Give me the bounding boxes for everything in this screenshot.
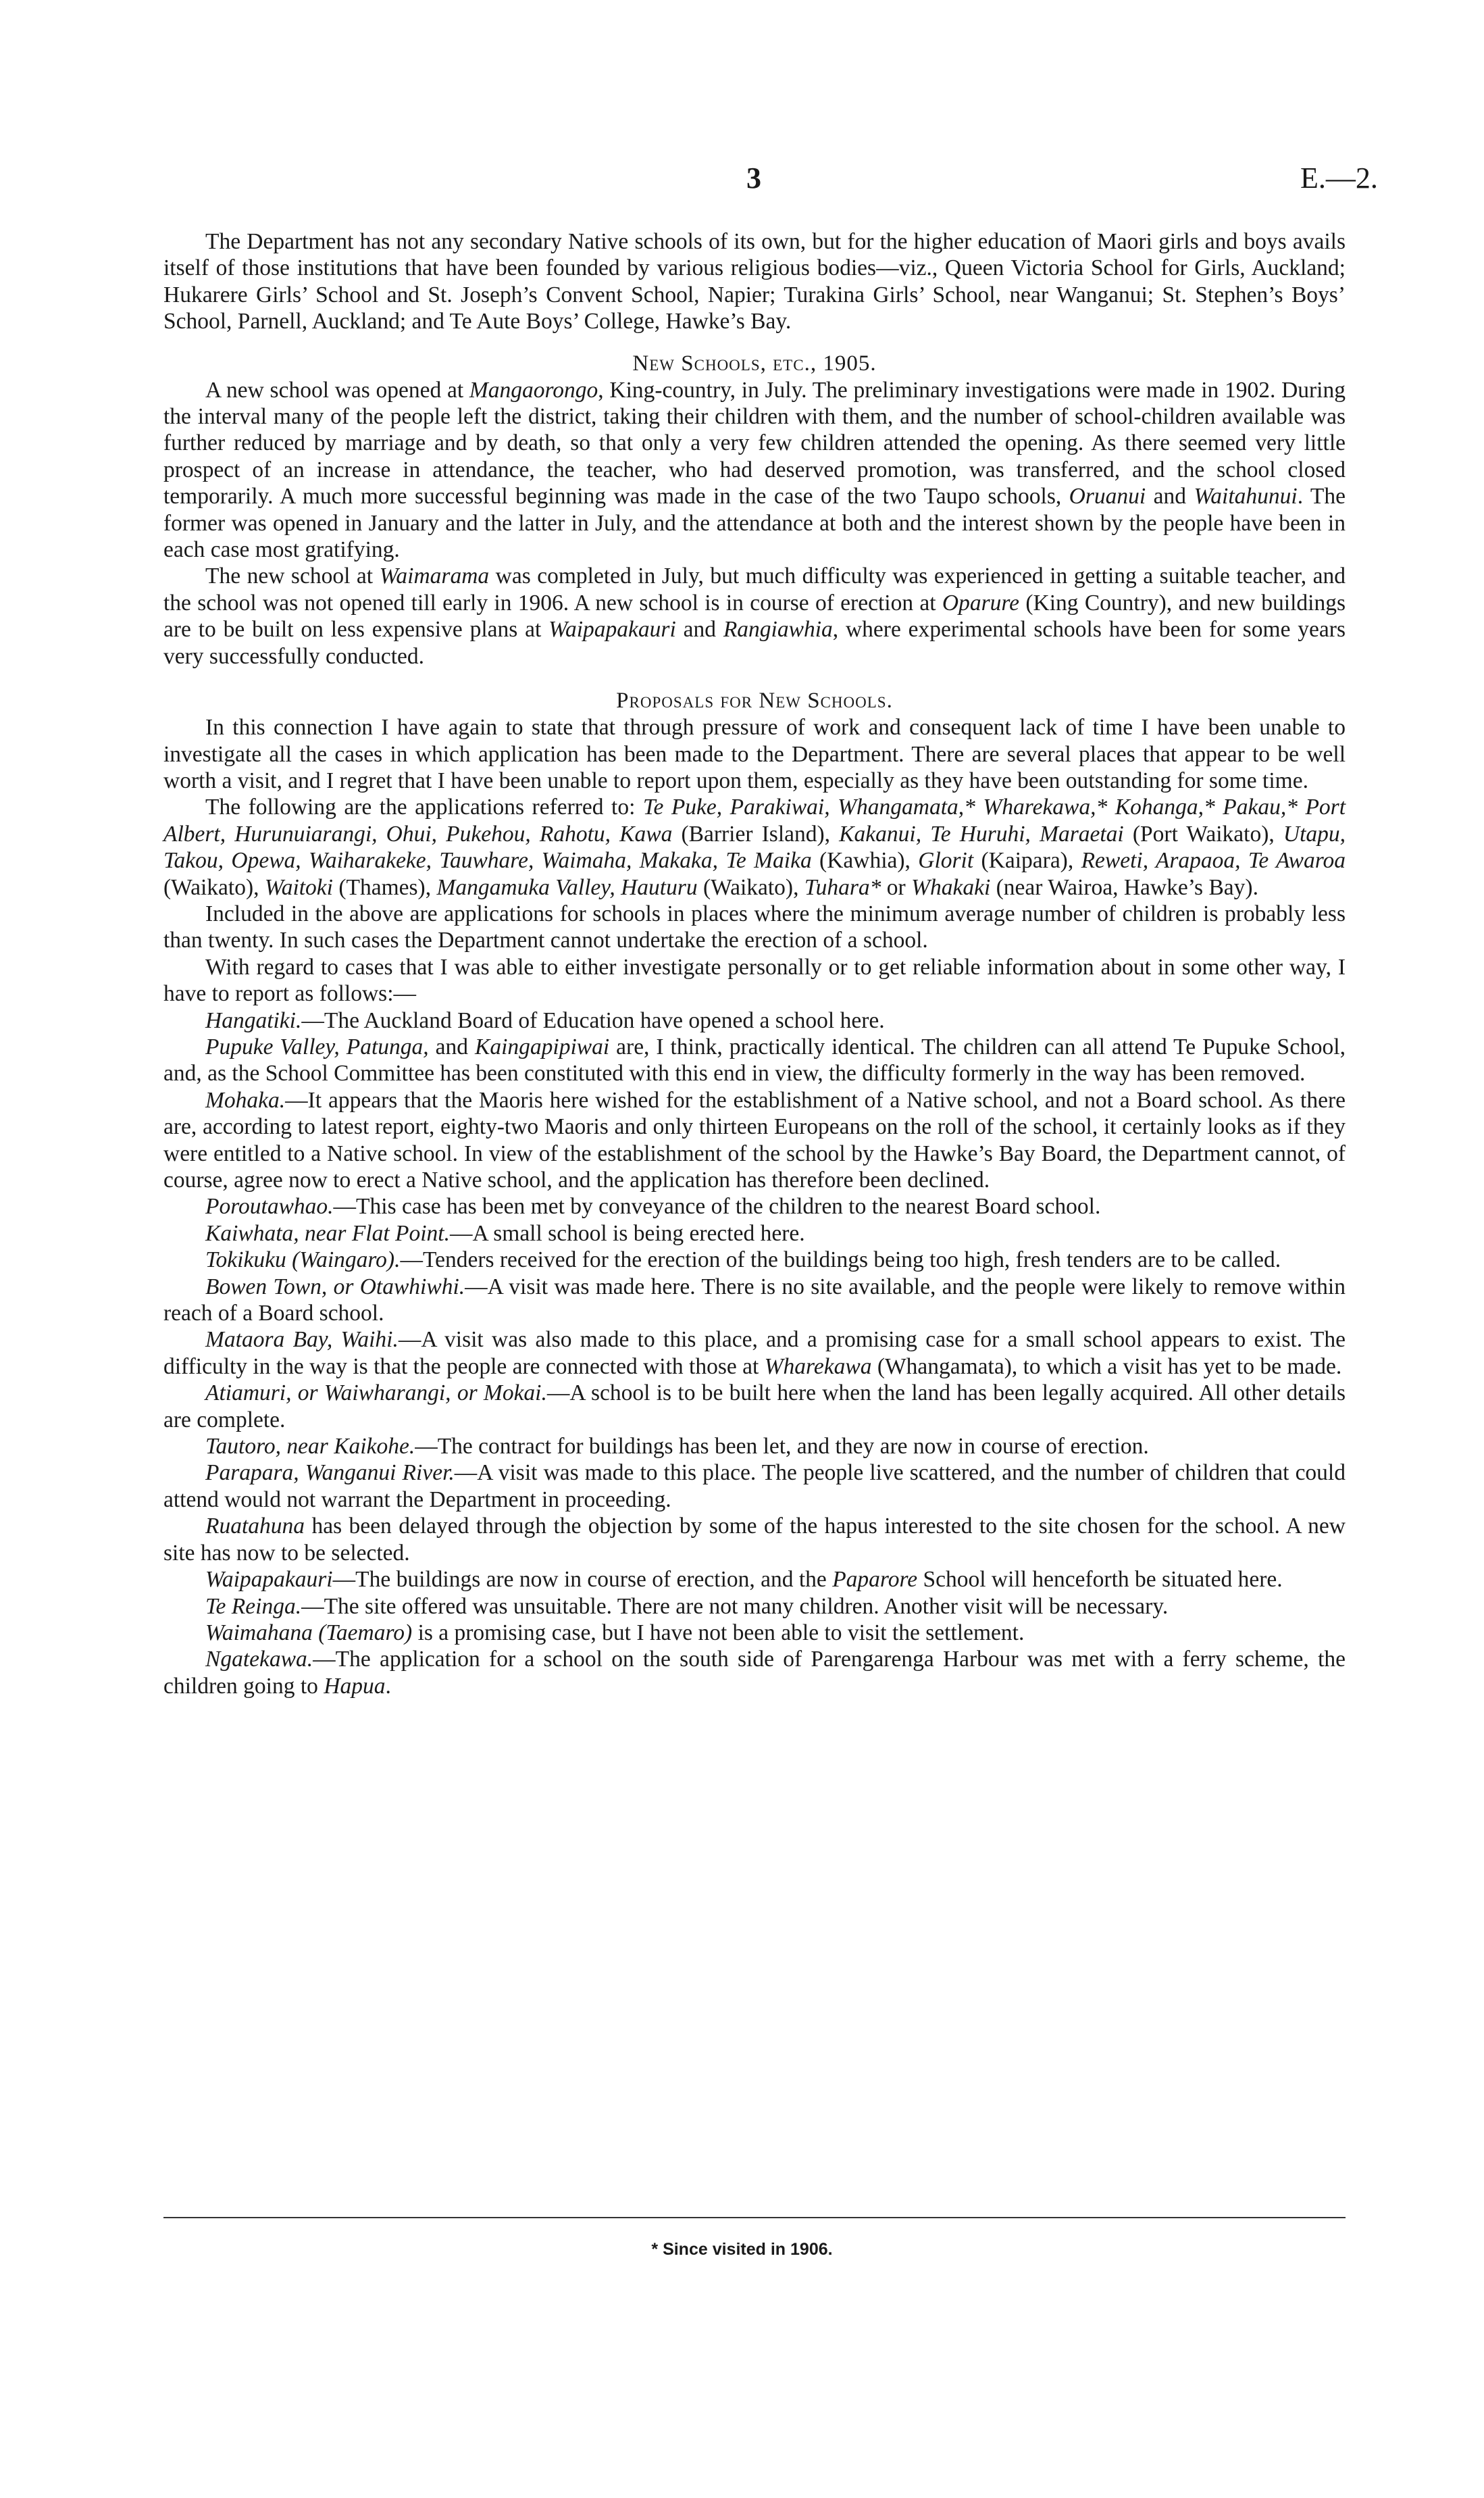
new-schools-paragraph-1: A new school was opened at Mangaorongo, King-country, in July. The preliminary investigations were made in 1902. During the interval many of the people left the district, taking their children with them, and the number of school-children available was further reduced by marriage and by death, so that only a very few children attended the opening. As there seemed very little prospect of an increase in attendance, the teacher, who had deserved promotion, was transferred, and the school closed temporarily. A much more successful beginning was made in the case of the two Taupo schools, Oruanui and Waitahunui. The former was opened in January and the latter in July, and the attendance at both and the interest shown by the people have been in each case most gratifying. xyxy=(163,377,1346,563)
case-mohaka: Mohaka.—It appears that the Maoris here wished for the establishment of a Native school, and not a Board school. As there are, according to latest report, eighty-two Maoris and only thirteen Europeans on the roll of the school, it certainly looks as if they were entitled to a Native school. In view of the establishment of the school by the Hawke’s Bay Board, the Department cannot, of course, agree now to erect a Native school, and the application has therefore been declined. xyxy=(163,1087,1346,1193)
case-waimahana: Waimahana (Taemaro) is a promising case, but I have not been able to visit the settlement. xyxy=(205,1620,1025,1645)
case-te-reinga: Te Reinga.—The site offered was unsuitable. There are not many children. Another visit will be necessary. xyxy=(205,1593,1169,1619)
proposals-paragraph-1: In this connection I have again to state that through pressure of work and consequent lack of time I have been unable to investigate all the cases in which application has been made to the Department. There are several places that appear to be well worth a visit, and I regret that I have been unable to report upon them, especially as they have been outstanding for some time. xyxy=(163,715,1346,793)
case-atiamuri: Atiamuri, or Waiwharangi, or Mokai.—A school is to be built here when the land has been legally acquired. All other details are complete. xyxy=(163,1380,1346,1432)
document-reference: E.—2. xyxy=(1300,161,1378,195)
case-ngatekawa: Ngatekawa.—The application for a school on the south side of Parengarenga Harbour was met with a ferry scheme, the children going to Hapua. xyxy=(163,1647,1346,1699)
intro-paragraph: The Department has not any secondary Native schools of its own, but for the higher education of Maori girls and boys avails itself of those institutions that have been founded by various religious bodies—viz., Queen Victoria School for Girls, Auckland; Hukarere Girls’ School and St. Joseph’s Convent School, Napier; Turakina Girls’ School, near Wanganui; St. Stephen’s Boys’ School, Parnell, Auckland; and Te Aute Boys’ College, Hawke’s Bay. xyxy=(163,229,1346,334)
case-bowen-town: Bowen Town, or Otawhiwhi.—A visit was made here. There is no site available, and the people were likely to remove within reach of a Board school. xyxy=(163,1274,1346,1326)
case-hangatiki: Hangatiki.—The Auckland Board of Education have opened a school here. xyxy=(205,1007,885,1033)
case-poroutawhao: Poroutawhao.—This case has been met by conveyance of the children to the nearest Board school. xyxy=(205,1194,1101,1220)
proposals-paragraph-2: The following are the applications referred to: Te Puke, Parakiwai, Whangamata,* Wharekawa,* Kohanga,* Pakau,* Port Albert, Hurunuiarangi, Ohui, Pukehou, Rahotu, Kawa (Barrier Island), Kakanui, Te Huruhi, Maraetai (Port Waikato), Utapu, Takou, Opewa, Waiharakeke, Tauwhare, Waimaha, Makaka, Te Maika (Kawhia), Glorit (Kaipara), Reweti, Arapaoa, Te Awaroa (Waikato), Waitoki (Thames), Mangamuka Valley, Hauturu (Waikato), Tuhara* or Whakaki (near Wairoa, Hawke’s Bay). xyxy=(163,795,1346,900)
case-ruatahuna: Ruatahuna has been delayed through the objection by some of the hapus interested to the site chosen for the school. A new site has now to be selected. xyxy=(163,1514,1346,1566)
page-number: 3 xyxy=(746,161,761,195)
section-heading-new-schools: New Schools, etc., 1905. xyxy=(632,351,877,376)
body-text xyxy=(163,228,1346,1699)
section-heading-proposals: Proposals for New Schools. xyxy=(616,689,893,714)
case-pupuke-valley: Pupuke Valley, Patunga, and Kaingapipiwai are, I think, practically identical. The children can all attend Te Pupuke School, and, as the School Committee has been constituted with this end in view, the difficulty formerly in the way has been removed. xyxy=(163,1034,1346,1086)
case-tokikuku: Tokikuku (Waingaro).—Tenders received for the erection of the buildings being too high, fresh tenders are to be called. xyxy=(205,1247,1281,1273)
proposals-paragraph-4: With regard to cases that I was able to either investigate personally or to get reliable information about in some other way, I have to report as follows:— xyxy=(163,954,1346,1007)
footnote-divider xyxy=(163,2217,1346,2218)
case-kaiwhata: Kaiwhata, near Flat Point.—A small school is being erected here. xyxy=(205,1220,805,1246)
new-schools-paragraph-2: The new school at Waimarama was completed in July, but much difficulty was experienced in getting a suitable teacher, and the school was not opened till early in 1906. A new school is in course of erection at Oparure (King Country), and new buildings are to be built on less expensive plans at Waipapakauri and Rangiawhia, where experimental schools have been for some years very successfully conducted. xyxy=(163,564,1346,669)
footnote: * Since visited in 1906. xyxy=(651,2240,833,2259)
proposals-paragraph-3: Included in the above are applications for schools in places where the minimum average number of children is probably less than twenty. In such cases the Department cannot undertake the erection of a school. xyxy=(163,901,1346,953)
case-tautoro: Tautoro, near Kaikohe.—The contract for buildings has been let, and they are now in course of erection. xyxy=(205,1434,1149,1459)
case-waipapakauri: Waipapakauri—The buildings are now in course of erection, and the Paparore School will henceforth be situated here. xyxy=(205,1567,1283,1593)
case-parapara: Parapara, Wanganui River.—A visit was made to this place. The people live scattered, and the number of children that could attend would not warrant the Department in proceeding. xyxy=(163,1460,1346,1512)
case-mataora-bay: Mataora Bay, Waihi.—A visit was also made to this place, and a promising case for a small school appears to exist. The difficulty in the way is that the people are connected with those at Wharekawa (Whangamata), to which a visit has yet to be made. xyxy=(163,1327,1346,1379)
